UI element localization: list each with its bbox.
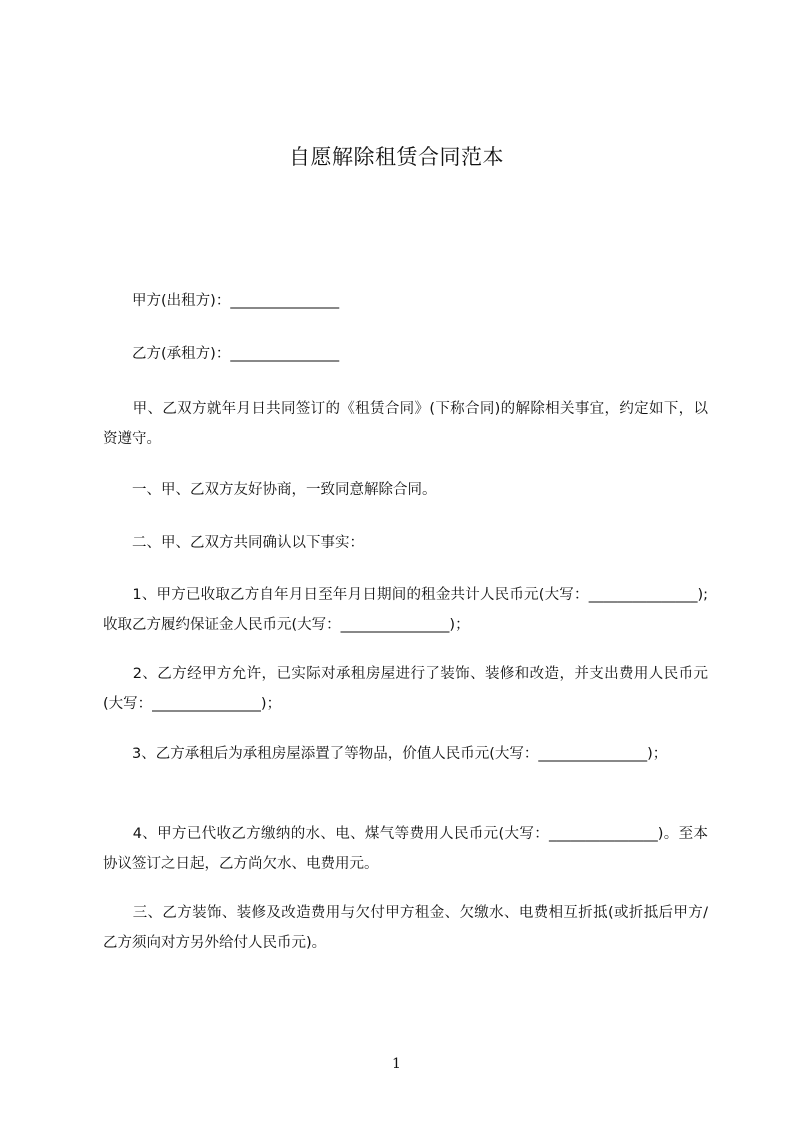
- party-b-line: 乙方(承租方)：_______________: [103, 346, 340, 362]
- clause-1: 一、甲、乙双方友好协商，一致同意解除合同。: [103, 482, 437, 498]
- fact-item-3: 3、乙方承租后为承租房屋添置了等物品，价值人民币元(大写：_______________)；: [103, 746, 668, 762]
- party-a-line: 甲方(出租方)：_______________: [103, 293, 340, 309]
- document-title: 自愿解除租赁合同范本: [289, 145, 504, 169]
- intro-paragraph: 甲、乙双方就年月日共同签订的《租赁合同》(下称合同)的解除相关事宜，约定如下，以资遵守。: [103, 401, 708, 447]
- clause-2-heading: 二、甲、乙双方共同确认以下事实：: [103, 535, 364, 551]
- page-number: 1: [392, 1056, 401, 1072]
- fact-item-2: 2、乙方经甲方允许，已实际对承租房屋进行了装饰、装修和改造，并支出费用人民币元(大写：_______________)；: [103, 666, 708, 712]
- fact-item-4: 4、甲方已代收乙方缴纳的水、电、煤气等费用人民币元(大写：_______________)。至本协议签订之日起，乙方尚欠水、电费用元。: [103, 826, 708, 872]
- fact-item-1: 1、甲方已收取乙方自年月日至年月日期间的租金共计人民币元(大写：_______________);收取乙方履约保证金人民币元(大写：_______________)；: [103, 587, 708, 633]
- clause-3: 三、乙方装饰、装修及改造费用与欠付甲方租金、欠缴水、电费相互折抵(或折抵后甲方/乙方须向对方另外给付人民币元)。: [103, 905, 708, 951]
